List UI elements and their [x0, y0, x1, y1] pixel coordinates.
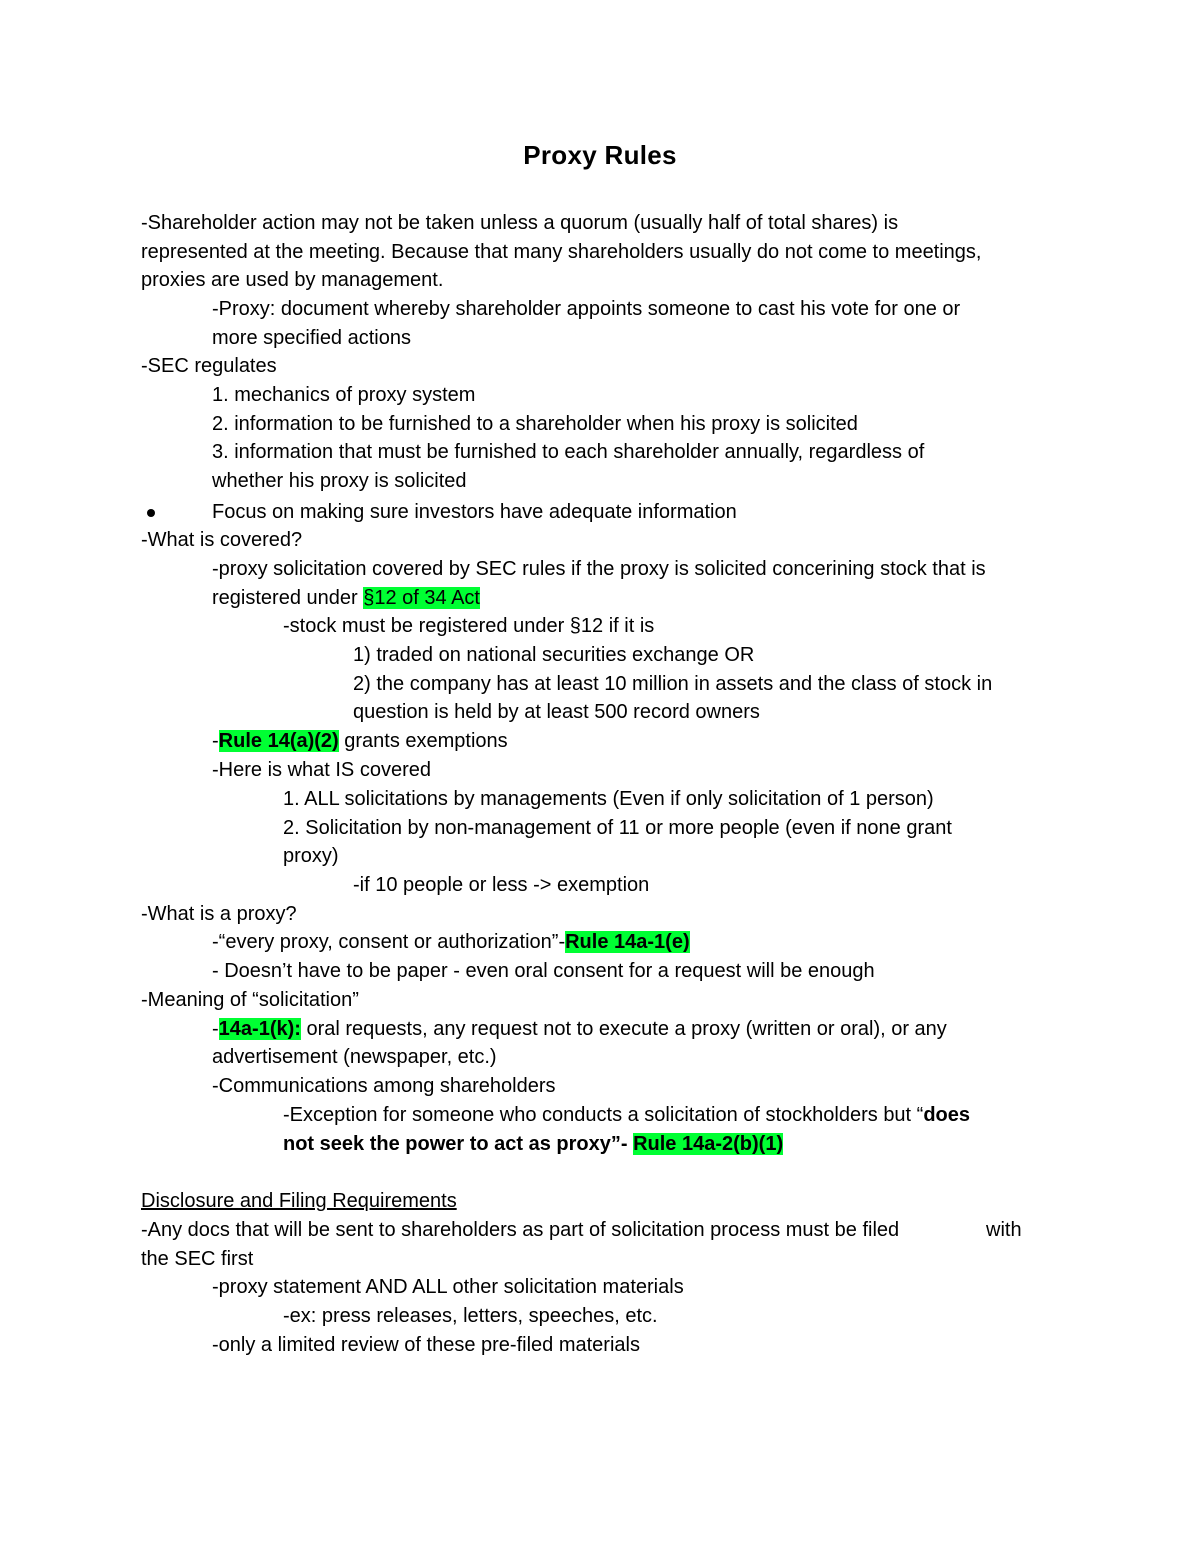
list-item: 1. mechanics of proxy system — [212, 384, 476, 406]
text-line: -Meaning of “solicitation” — [141, 989, 359, 1011]
text-segment: registered under — [212, 587, 364, 609]
text-line — [212, 1015, 947, 1043]
highlight: 14a-1(k): — [218, 1018, 301, 1040]
text-line: -What is covered? — [141, 529, 303, 551]
text-line — [212, 584, 480, 612]
list-item: 1) traded on national securities exchange OR — [353, 644, 755, 666]
text-segment: - — [212, 1018, 219, 1040]
text-segment: - — [212, 730, 219, 752]
text-line: -Any docs that will be sent to shareholders as part of solicitation process must be filed — [141, 1219, 900, 1241]
list-item: 3. information that must be furnished to each shareholder annually, regardless of — [212, 441, 925, 463]
page-title: Proxy Rules — [523, 140, 677, 170]
text-line: -Shareholder action may not be taken unless a quorum (usually half of total shares) is — [141, 212, 899, 234]
text-segment: grants exemptions — [338, 730, 508, 752]
bullet-icon — [147, 509, 155, 517]
text-line: advertisement (newspaper, etc.) — [212, 1046, 497, 1068]
section-heading: Disclosure and Filing Requirements — [141, 1190, 457, 1212]
text-line: represented at the meeting. Because that many shareholders usually do not come to meetings, — [141, 241, 982, 263]
list-item: 1. ALL solicitations by managements (Even if only solicitation of 1 person) — [283, 788, 934, 810]
list-item: 2. Solicitation by non-management of 11 or more people (even if none grant — [283, 817, 952, 839]
text-segment: with — [986, 1219, 1022, 1241]
text-line — [283, 1101, 970, 1129]
text-line: -ex: press releases, letters, speeches, etc. — [283, 1305, 658, 1327]
text-line — [212, 928, 690, 956]
text-line: whether his proxy is solicited — [212, 470, 467, 492]
highlight: Rule 14a-1(e) — [565, 931, 690, 953]
highlight: Rule 14(a)(2) — [218, 730, 339, 752]
text-segment: -Exception for someone who conducts a solicitation of stockholders but “ — [283, 1104, 924, 1126]
text-line: -only a limited review of these pre-filed materials — [212, 1334, 640, 1356]
text-line: -What is a proxy? — [141, 903, 297, 925]
text-line: -if 10 people or less -> exemption — [353, 874, 650, 896]
text-line: -proxy statement AND ALL other solicitation materials — [212, 1276, 684, 1298]
text-line: more specified actions — [212, 327, 411, 349]
text-line: - Doesn’t have to be paper - even oral consent for a request will be enough — [212, 960, 875, 982]
text-line: proxies are used by management. — [141, 269, 444, 291]
text-line: -proxy solicitation covered by SEC rules if the proxy is solicited concerining stock that is — [212, 558, 986, 580]
text-line — [212, 727, 508, 755]
bold-text: not seek the power to act as proxy”- — [283, 1133, 628, 1155]
text-line — [283, 1130, 783, 1158]
text-line: question is held by at least 500 record owners — [353, 701, 760, 723]
list-item: 2) the company has at least 10 million in assets and the class of stock in — [353, 673, 993, 695]
bold-text: does — [923, 1104, 971, 1126]
text-line: the SEC first — [141, 1248, 254, 1270]
text-line: -Communications among shareholders — [212, 1075, 556, 1097]
text-segment: oral requests, any request not to execute a proxy (written or oral), or any — [300, 1018, 947, 1040]
highlight: Rule 14a-2(b)(1) — [633, 1133, 784, 1155]
text-segment: -“every proxy, consent or authorization”- — [212, 931, 566, 953]
bullet-item: Focus on making sure investors have adequate information — [212, 501, 737, 523]
text-line: -Here is what IS covered — [212, 759, 431, 781]
text-line: proxy) — [283, 845, 339, 867]
text-line: -stock must be registered under §12 if it is — [283, 615, 655, 637]
highlight: §12 of 34 Act — [363, 587, 480, 609]
text-line: -Proxy: document whereby shareholder appoints someone to cast his vote for one or — [212, 298, 961, 320]
list-item: 2. information to be furnished to a shareholder when his proxy is solicited — [212, 413, 858, 435]
text-line: -SEC regulates — [141, 355, 277, 377]
